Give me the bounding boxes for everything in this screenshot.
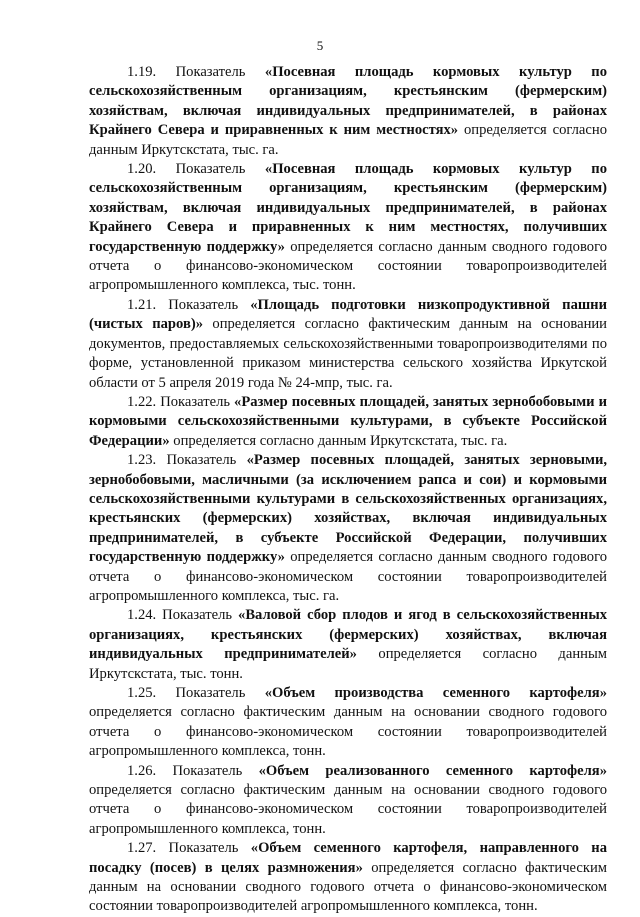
paragraph-1-24 xyxy=(89,606,607,684)
paragraph-text: определяется согласно фактическим данным на основании сводного годового отчета о финансово-экономическом состоянии товаропроизводителей агропромышленного комплекса, тонн. xyxy=(89,704,607,760)
paragraph-1-19 xyxy=(89,63,607,160)
paragraph-1-20 xyxy=(89,160,607,296)
paragraph-number: 1.19. Показатель xyxy=(127,64,265,80)
paragraph-text: определяется согласно фактическим данным на основании сводного годового отчета о финансово-экономическом состоянии товаропроизводителей агропромышленного комплекса, тонн. xyxy=(89,782,607,837)
indicator-title: «Размер посевных площадей, занятых зернобобовыми и кормовыми сельскохозяйственными культурами, в субъекте Российской Федерации» xyxy=(89,393,607,449)
paragraph-number: 1.20. Показатель xyxy=(127,161,265,178)
document-body xyxy=(89,63,607,917)
paragraph-text: определяется согласно фактическим данным на основании документов, предоставляемых сельскохозяйственными товаропроизводителями по форме, установленной приказом министерства сельского хозяйства Иркутской области от 5 апреля 2019 года № 24-мпр, тыс. га. xyxy=(89,316,607,391)
paragraph-text: определяется согласно фактическим данным на основании сводного годового отчета о финансово-экономическом состоянии товаропроизводителей агропромышленного комплекса, тонн. xyxy=(89,859,607,915)
paragraph-number: 1.22. Показатель xyxy=(127,393,235,410)
paragraph-text: определяется согласно данным сводного годового отчета о финансово-экономическом состоянии товаропроизводителей агропромышленного комплекса, тыс. га. xyxy=(89,549,607,604)
indicator-title: «Объем семенного картофеля, направленного на посадку (посев) в целях размножения» xyxy=(89,840,608,876)
paragraph-text: определяется согласно данным Иркутскстата, тыс. тонн. xyxy=(89,646,607,682)
paragraph-number: 1.23. Показатель xyxy=(127,452,247,469)
paragraph-1-21 xyxy=(89,296,607,393)
paragraph-1-27 xyxy=(89,839,607,917)
paragraph-number: 1.21. Показатель xyxy=(127,296,251,313)
indicator-title: «Посевная площадь кормовых культур по сельскохозяйственным организациям, крестьянским (фермерским) хозяйствам, включая индивидуальных предпринимателей, в районах Крайнего Севера и приравненных к ним местностях, получивших государственную поддержку» xyxy=(89,161,607,255)
paragraph-text: определяется согласно данным сводного годового отчета о финансово-экономическом состоянии товаропроизводителей агропромышленного комплекса, тыс. тонн. xyxy=(89,238,607,294)
paragraph-text: определяется согласно данным Иркутскстата, тыс. га. xyxy=(89,122,607,158)
paragraph-number: 1.25. Показатель xyxy=(127,685,265,701)
paragraph-1-26 xyxy=(89,762,607,840)
paragraph-number: 1.24. Показатель xyxy=(127,607,239,624)
paragraph-1-25 xyxy=(89,684,607,762)
indicator-title: «Валовой сбор плодов и ягод в сельскохозяйственных организациях, крестьянских (фермерских) хозяйствах, включая индивидуальных предпринимателей» xyxy=(89,607,608,663)
paragraph-1-22 xyxy=(89,393,607,451)
page-number: 5 xyxy=(316,38,324,53)
indicator-title: «Посевная площадь кормовых культур по сельскохозяйственным организациям, крестьянским (фермерским) хозяйствам, включая индивидуальных предпринимателей, в районах Крайнего Севера и приравненных к ним местностях» xyxy=(89,64,607,139)
indicator-title: «Размер посевных площадей, занятых зерновыми, зернобобовыми, масличными (за исключением рапса и сои) и кормовыми сельскохозяйственными культурами в сельскохозяйственных организациях, крестьянских (фермерских) хозяйствах, включая индивидуальных предпринимателей, в субъекте Российской Федерации, получивших государственную поддержку» xyxy=(89,452,607,566)
paragraph-number: 1.26. Показатель xyxy=(127,762,259,779)
paragraph-text: определяется согласно данным Иркутскстата, тыс. га. xyxy=(169,432,508,449)
indicator-title: «Площадь подготовки низкопродуктивной пашни (чистых паров)» xyxy=(89,296,607,333)
indicator-title: «Объем производства семенного картофеля» xyxy=(264,685,607,701)
paragraph-number: 1.27. Показатель xyxy=(127,840,251,857)
paragraph-1-23 xyxy=(89,451,607,606)
indicator-title: «Объем реализованного семенного картофеля» xyxy=(258,762,607,779)
